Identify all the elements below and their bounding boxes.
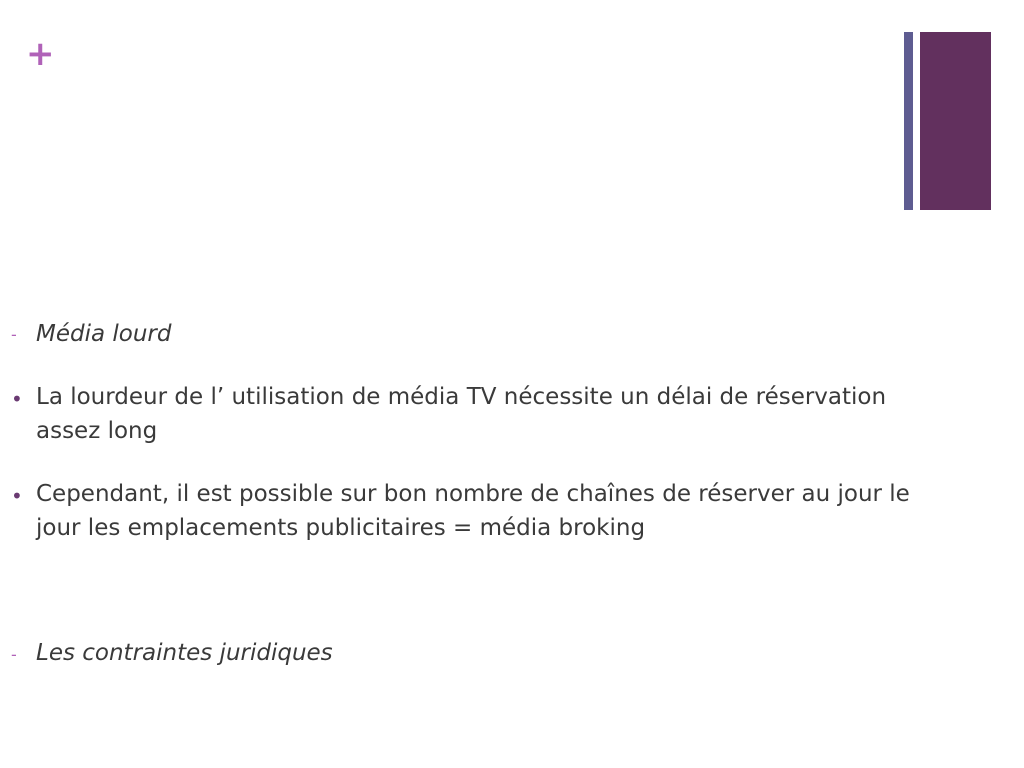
decorative-thin-bar <box>904 32 913 210</box>
bullet-text-line: jour les emplacements publicitaires = média broking <box>36 515 646 541</box>
dash-marker: - <box>11 325 17 344</box>
decorative-thick-bar <box>920 32 991 210</box>
bullet-text-line: assez long <box>36 418 158 444</box>
dash-marker: - <box>11 645 17 664</box>
bullet-marker: • <box>11 387 23 411</box>
plus-icon: + <box>26 34 55 74</box>
bullet-marker: • <box>11 484 23 508</box>
heading-media-lourd: Média lourd <box>36 321 172 347</box>
bullet-text-line: La lourdeur de l’ utilisation de média TV nécessite un délai de réservation <box>36 384 887 410</box>
bullet-text-line: Cependant, il est possible sur bon nombre de chaînes de réserver au jour le <box>36 481 910 507</box>
heading-contraintes-juridiques: Les contraintes juridiques <box>36 640 333 666</box>
